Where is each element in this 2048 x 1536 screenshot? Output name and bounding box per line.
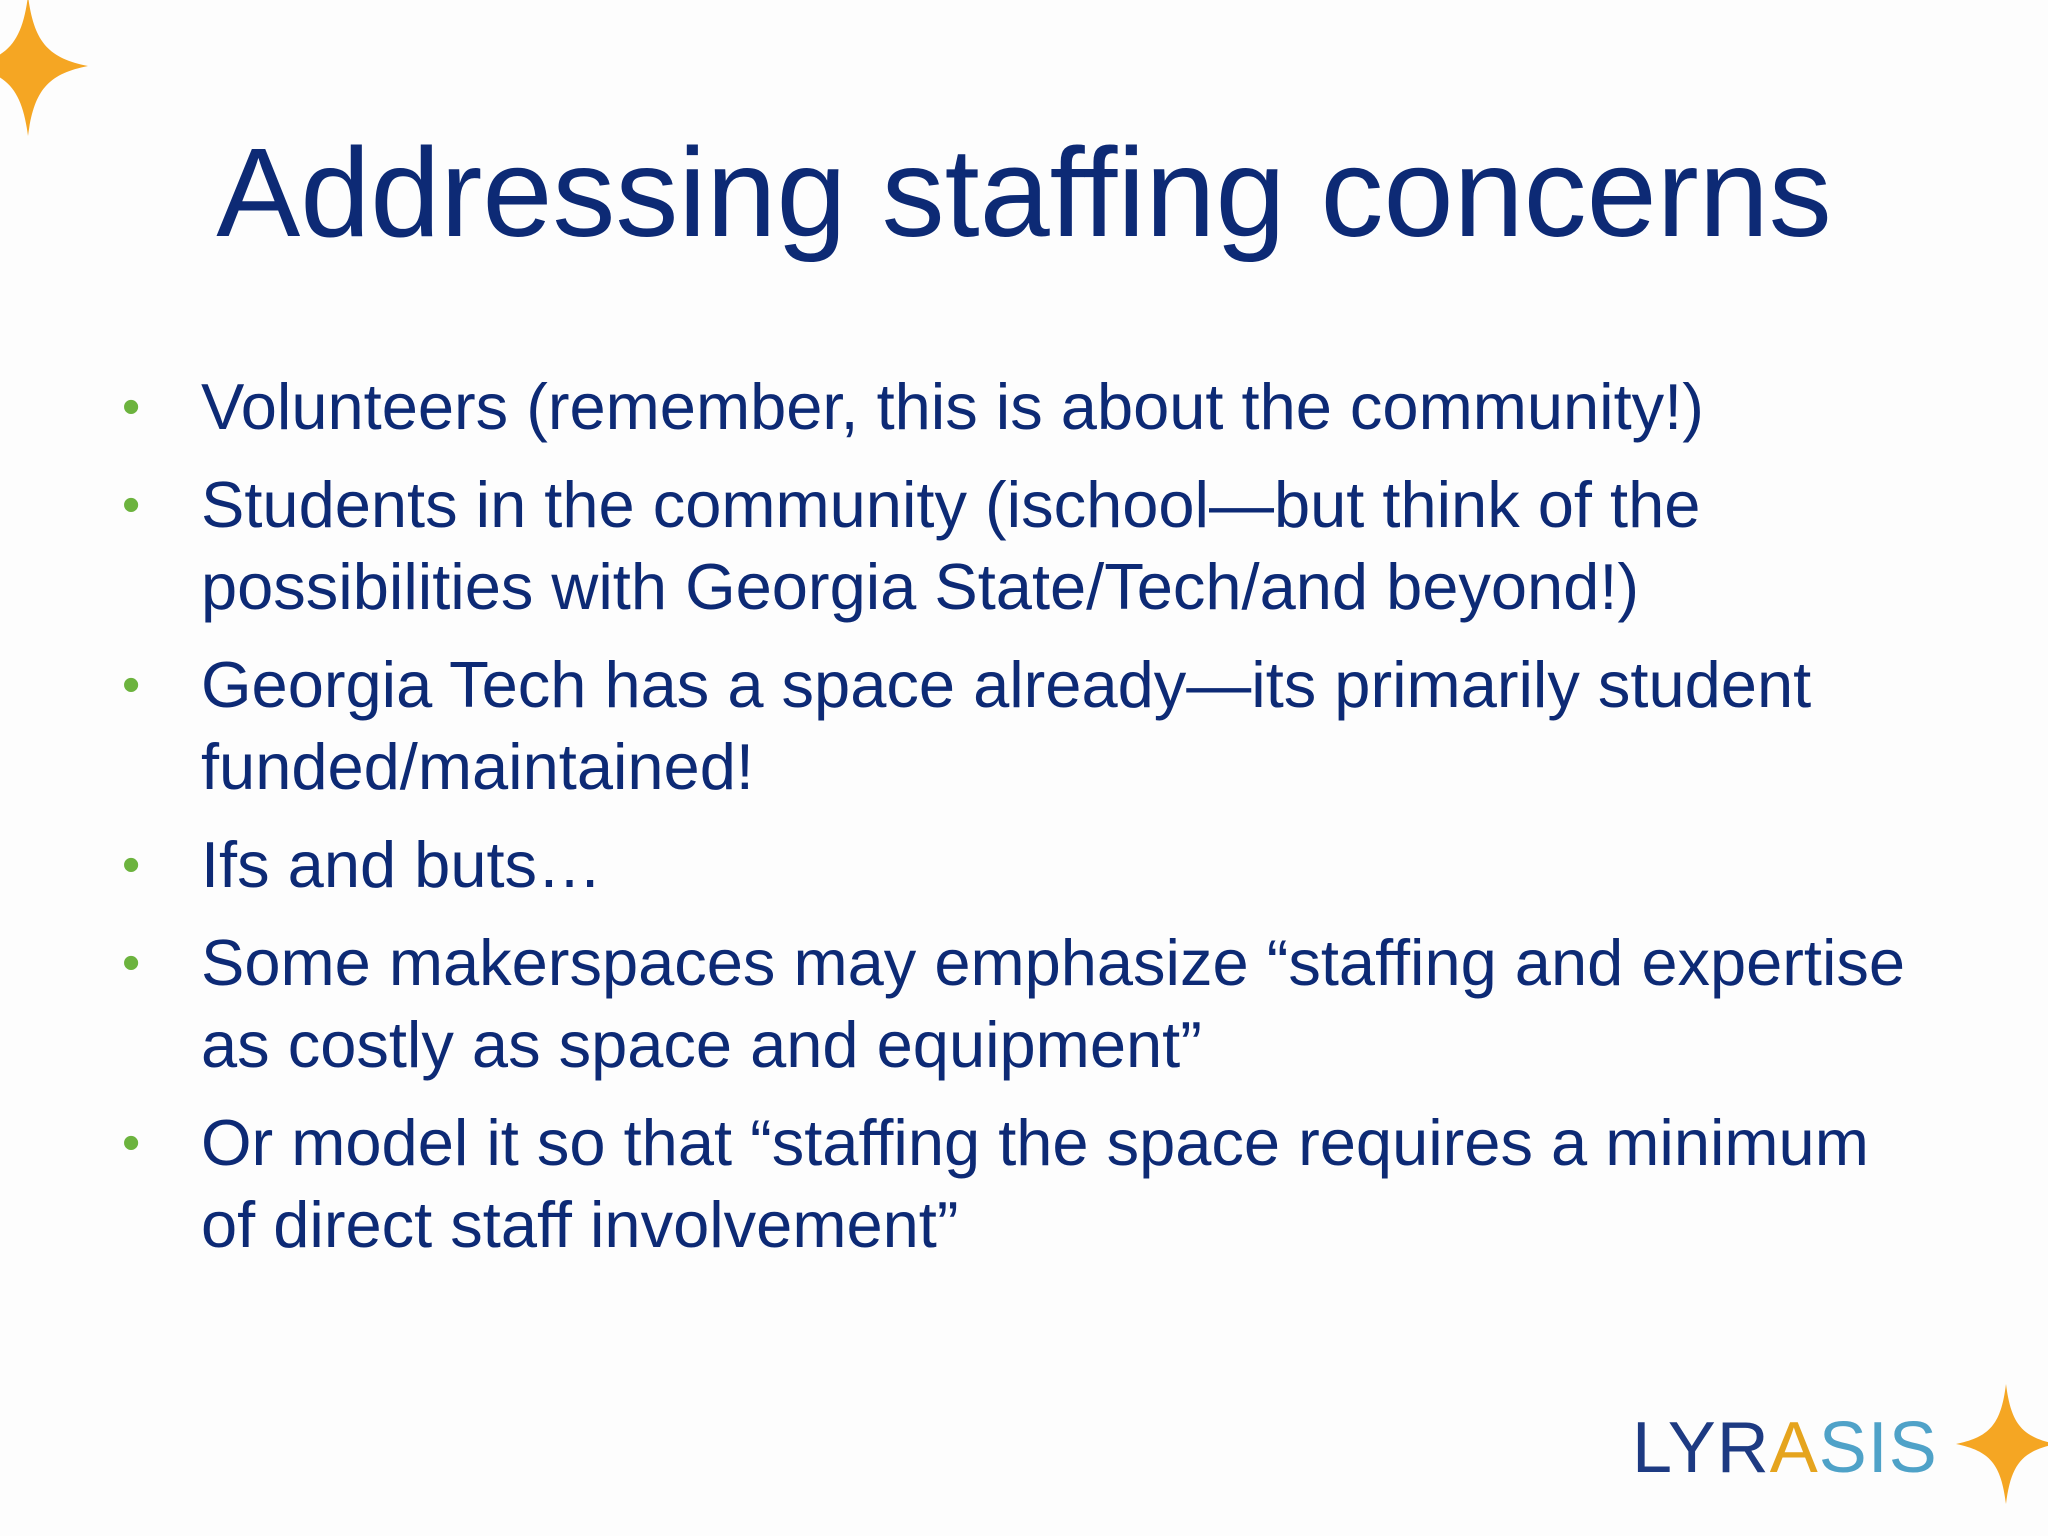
bullet-text: Some makerspaces may emphasize “staffing and expertise as costly as space and equipment” bbox=[201, 926, 1906, 1081]
logo-text-accent: A bbox=[1769, 1408, 1819, 1488]
bullet-dot: • bbox=[122, 836, 141, 894]
bullet-list bbox=[122, 366, 1922, 1282]
bullet-dot: • bbox=[122, 378, 141, 436]
bullet-item-4 bbox=[122, 824, 1922, 906]
bullet-dot: • bbox=[122, 934, 141, 992]
star-icon-bottom-right bbox=[1956, 1384, 2048, 1504]
bullet-dot: • bbox=[122, 656, 141, 714]
bullet-item-3 bbox=[122, 644, 1922, 808]
bullet-item-2 bbox=[122, 464, 1922, 628]
lyrasis-logo bbox=[1632, 1408, 1938, 1488]
bullet-text: Georgia Tech has a space already—its primarily student funded/maintained! bbox=[201, 648, 1812, 803]
bullet-item-1 bbox=[122, 366, 1922, 448]
logo-text-part1: LYR bbox=[1632, 1408, 1770, 1488]
bullet-dot: • bbox=[122, 476, 141, 534]
bullet-text: Volunteers (remember, this is about the community!) bbox=[201, 370, 1704, 443]
bullet-text: Or model it so that “staffing the space requires a minimum of direct staff involvement” bbox=[201, 1106, 1869, 1261]
bullet-item-6 bbox=[122, 1102, 1922, 1266]
bullet-dot: • bbox=[122, 1114, 141, 1172]
bullet-text: Ifs and buts… bbox=[201, 828, 603, 901]
slide-title: Addressing staffing concerns bbox=[216, 122, 1832, 263]
logo-text-part3: SIS bbox=[1818, 1408, 1938, 1488]
bullet-text: Students in the community (ischool—but think of the possibilities with Georgia State/Tech/and beyond!) bbox=[201, 468, 1701, 623]
star-icon-top-left bbox=[0, 0, 88, 136]
bullet-item-5 bbox=[122, 922, 1922, 1086]
